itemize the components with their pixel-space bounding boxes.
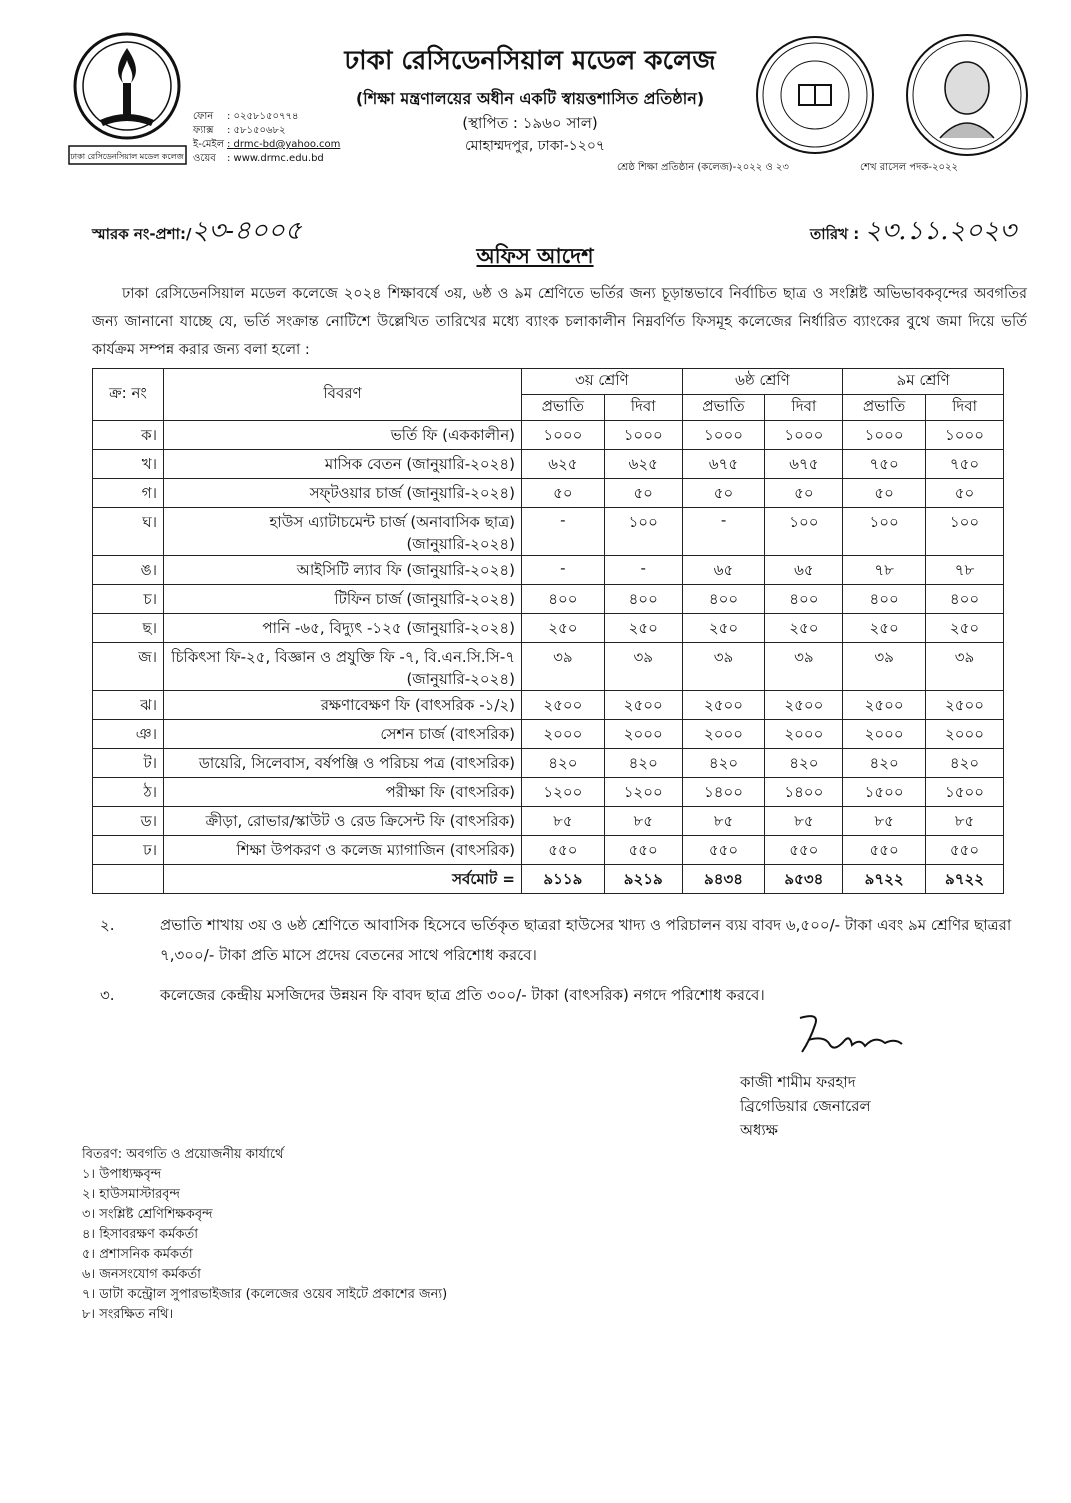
row-description: শিক্ষা উপকরণ ও কলেজ ম্যাগাজিন (বাৎসরিক) bbox=[164, 836, 522, 865]
row-description: রক্ষণাবেক্ষণ ফি (বাৎসরিক -১/২) bbox=[164, 691, 522, 720]
fee-cell: ১৫০০ bbox=[926, 778, 1004, 807]
fee-cell: ৮৫ bbox=[682, 807, 765, 836]
row-serial: ছ। bbox=[93, 614, 164, 643]
row-serial: ট। bbox=[93, 749, 164, 778]
signatory-block bbox=[740, 1070, 871, 1142]
fee-cell: ৮৫ bbox=[926, 807, 1004, 836]
table-row bbox=[93, 585, 1004, 614]
fee-cell: ৪২০ bbox=[765, 749, 843, 778]
fee-cell: ২০০০ bbox=[604, 720, 682, 749]
fee-cell: ১০০০ bbox=[926, 421, 1004, 450]
fee-cell: ৫০ bbox=[765, 479, 843, 508]
fee-cell: ৫৫০ bbox=[843, 836, 926, 865]
recognition-best-institution: শ্রেষ্ঠ শিক্ষা প্রতিষ্ঠান (কলেজ)-২০২২ ও ২৩ bbox=[617, 162, 789, 173]
fee-cell: ৩৯ bbox=[682, 643, 765, 691]
fee-cell: ৬২৫ bbox=[604, 450, 682, 479]
row-serial: ঙ। bbox=[93, 556, 164, 585]
fee-cell: ২৫০ bbox=[604, 614, 682, 643]
fee-cell: ৫৫০ bbox=[926, 836, 1004, 865]
fee-cell: ৭৫০ bbox=[843, 450, 926, 479]
list-item: ৩। সংশ্লিষ্ট শ্রেণিশিক্ষকবৃন্দ bbox=[82, 1207, 213, 1222]
distribution-list bbox=[82, 1145, 447, 1325]
fee-cell: ২০০০ bbox=[522, 720, 605, 749]
fee-cell: ৫০ bbox=[926, 479, 1004, 508]
fee-cell: ৬৭৫ bbox=[765, 450, 843, 479]
fee-cell: ১০০০ bbox=[843, 421, 926, 450]
fee-cell: ৫৫০ bbox=[682, 836, 765, 865]
row-serial: ঝ। bbox=[93, 691, 164, 720]
row-description: চিকিৎসা ফি-২৫, বিজ্ঞান ও প্রযুক্তি ফি -৭, বি.এন.সি.সি-৭ (জানুয়ারি-২০২৪) bbox=[164, 643, 522, 691]
fee-cell: ২৫০ bbox=[682, 614, 765, 643]
fee-cell: ২৫০০ bbox=[604, 691, 682, 720]
total-cell: ৯৭২২ bbox=[926, 865, 1004, 894]
portrait-medal-icon bbox=[900, 28, 1035, 163]
fee-cell: ৪০০ bbox=[522, 585, 605, 614]
college-subtitle: (শিক্ষা মন্ত্রণালয়ের অধীন একটি স্বায়ত্তশাসিত প্রতিষ্ঠান) bbox=[355, 89, 705, 108]
total-label: সর্বমোট = bbox=[164, 865, 522, 894]
fee-cell: ৮৫ bbox=[522, 807, 605, 836]
fee-cell: ১০০০ bbox=[604, 421, 682, 450]
fee-cell: ৫০ bbox=[843, 479, 926, 508]
fee-cell: ৬৫ bbox=[765, 556, 843, 585]
note-number: ২. bbox=[100, 916, 115, 934]
table-row bbox=[93, 836, 1004, 865]
table-row bbox=[93, 691, 1004, 720]
row-description: সেশন চার্জ (বাৎসরিক) bbox=[164, 720, 522, 749]
fee-cell: - bbox=[604, 556, 682, 585]
fee-cell: ১৪০০ bbox=[682, 778, 765, 807]
fee-cell: ২৫০০ bbox=[765, 691, 843, 720]
signatory-name: কাজী শামীম ফরহাদ bbox=[740, 1073, 856, 1091]
fee-cell: ৪২০ bbox=[926, 749, 1004, 778]
memo-value: ২৩-৪০০৫ bbox=[191, 216, 302, 246]
total-cell: ৯৭২২ bbox=[843, 865, 926, 894]
row-description: আইসিটি ল্যাব ফি (জানুয়ারি-২০২৪) bbox=[164, 556, 522, 585]
fee-cell: ৬২৫ bbox=[522, 450, 605, 479]
signatory-rank: ব্রিগেডিয়ার জেনারেল bbox=[740, 1097, 871, 1115]
contact-phone: ফোন : ০২৫৮১৫০৭৭৪ bbox=[193, 111, 299, 122]
fee-cell: ২৫০ bbox=[765, 614, 843, 643]
list-item: ৪। হিসাবরক্ষণ কর্মকর্তা bbox=[82, 1227, 198, 1242]
distribution-title: বিতরণ: অবগতি ও প্রয়োজনীয় কার্যার্থে bbox=[82, 1147, 284, 1162]
fee-cell: ২৫০০ bbox=[926, 691, 1004, 720]
fee-cell: ১০০০ bbox=[522, 421, 605, 450]
college-logo bbox=[65, 28, 190, 168]
intro-paragraph: ঢাকা রেসিডেনসিয়াল মডেল কলেজে ২০২৪ শিক্ষাবর্ষে ৩য়, ৬ষ্ঠ ও ৯ম শ্রেণিতে ভর্তির জন্য চূড়ান্তভাবে নির্বাচিত ছাত্র ও সংশ্লিষ্ট অভিভাবকবৃন্দের অবগতির জন্য জানানো যাচ্ছে যে, ভর্তি সংক্রান্ত নোটিশে উল্লেখিত তারিখের মধ্যে ব্যাংক চলাকালীন নিম্নবর্ণিত ফিসমূহ কলেজের নির্ধারিত ব্যাংকের বুথে জমা দিয়ে ভর্তি কার্যক্রম সম্পন্ন করার জন্য বলা হলো : bbox=[92, 286, 1027, 358]
table-row bbox=[93, 807, 1004, 836]
table-row bbox=[93, 643, 1004, 691]
fee-cell: - bbox=[522, 556, 605, 585]
shift-day: দিবা bbox=[765, 395, 843, 421]
contact-web: ওয়েব : www.drmc.edu.bd bbox=[193, 153, 324, 164]
table-header-row bbox=[93, 369, 1004, 395]
fee-cell: ২৫০০ bbox=[522, 691, 605, 720]
shift-morning: প্রভাতি bbox=[522, 395, 605, 421]
table-row bbox=[93, 556, 1004, 585]
note-2 bbox=[100, 910, 1030, 970]
table-row bbox=[93, 421, 1004, 450]
fee-cell: ৪০০ bbox=[604, 585, 682, 614]
fee-cell: ৭৫০ bbox=[926, 450, 1004, 479]
row-serial: গ। bbox=[93, 479, 164, 508]
fee-cell: ২০০০ bbox=[682, 720, 765, 749]
fee-cell: ২০০০ bbox=[926, 720, 1004, 749]
note-number: ৩. bbox=[100, 986, 115, 1004]
fee-cell: ৪০০ bbox=[926, 585, 1004, 614]
row-serial: ঞ। bbox=[93, 720, 164, 749]
fee-cell: ৪২০ bbox=[682, 749, 765, 778]
memo-label: স্মারক নং-প্রশা:/ bbox=[92, 225, 192, 243]
fee-cell: ২৫০০ bbox=[682, 691, 765, 720]
fee-cell: ১০০ bbox=[926, 508, 1004, 556]
fee-cell: ২৫০০ bbox=[843, 691, 926, 720]
row-serial: জ। bbox=[93, 643, 164, 691]
fee-cell: ২৫০ bbox=[926, 614, 1004, 643]
fee-cell: ১০০ bbox=[843, 508, 926, 556]
shift-day: দিবা bbox=[604, 395, 682, 421]
table-row bbox=[93, 778, 1004, 807]
fee-cell: ৭৮ bbox=[926, 556, 1004, 585]
fee-cell: ৬৭৫ bbox=[682, 450, 765, 479]
fee-cell: ১৫০০ bbox=[843, 778, 926, 807]
row-description: ডায়েরি, সিলেবাস, বর্ষপঞ্জি ও পরিচয় পত্র (বাৎসরিক) bbox=[164, 749, 522, 778]
shift-day: দিবা bbox=[926, 395, 1004, 421]
fee-cell: ৪০০ bbox=[765, 585, 843, 614]
row-serial: খ। bbox=[93, 450, 164, 479]
table-row bbox=[93, 749, 1004, 778]
total-cell: ৯৪৩৪ bbox=[682, 865, 765, 894]
order-title: অফিস আদেশ bbox=[476, 244, 594, 268]
row-serial: ক। bbox=[93, 421, 164, 450]
fee-cell: ১০০০ bbox=[682, 421, 765, 450]
row-serial: ড। bbox=[93, 807, 164, 836]
list-item: ৮। সংরক্ষিত নথি। bbox=[82, 1307, 174, 1322]
contact-email: ই-মেইল : drmc-bd@yahoo.com bbox=[193, 139, 341, 150]
row-serial: ঘ। bbox=[93, 508, 164, 556]
fee-cell: ৮৫ bbox=[604, 807, 682, 836]
signatory-title: অধ্যক্ষ bbox=[740, 1121, 778, 1139]
fee-cell: ৪০০ bbox=[843, 585, 926, 614]
fee-cell: ৩৯ bbox=[765, 643, 843, 691]
award-seal-icon bbox=[745, 30, 885, 160]
table-row bbox=[93, 614, 1004, 643]
fee-cell: ৫০ bbox=[604, 479, 682, 508]
col-class-6: ৬ষ্ঠ শ্রেণি bbox=[682, 369, 843, 395]
fee-cell: - bbox=[682, 508, 765, 556]
established-year: (স্থাপিত : ১৯৬০ সাল) bbox=[462, 114, 598, 132]
row-serial: ঢ। bbox=[93, 836, 164, 865]
shift-morning: প্রভাতি bbox=[843, 395, 926, 421]
col-class-9: ৯ম শ্রেণি bbox=[843, 369, 1004, 395]
fee-cell: ৮৫ bbox=[765, 807, 843, 836]
row-description: টিফিন চার্জ (জানুয়ারি-২০২৪) bbox=[164, 585, 522, 614]
fee-cell: ৪২০ bbox=[604, 749, 682, 778]
fee-cell: ২৫০ bbox=[843, 614, 926, 643]
col-class-3: ৩য় শ্রেণি bbox=[522, 369, 683, 395]
fee-cell: ৫৫০ bbox=[522, 836, 605, 865]
memo-number bbox=[92, 210, 302, 254]
fee-cell: ৪২০ bbox=[522, 749, 605, 778]
fee-cell: ৫০ bbox=[682, 479, 765, 508]
list-item: ২। হাউসমাস্টারবৃন্দ bbox=[82, 1187, 180, 1202]
date-value: ২৩.১১.২০২৩ bbox=[864, 216, 1017, 246]
table-row bbox=[93, 450, 1004, 479]
fee-cell: ১২০০ bbox=[604, 778, 682, 807]
fee-cell: ৫০ bbox=[522, 479, 605, 508]
total-cell: ৯১১৯ bbox=[522, 865, 605, 894]
date-label: তারিখ : bbox=[810, 225, 860, 243]
shift-morning: প্রভাতি bbox=[682, 395, 765, 421]
table-row bbox=[93, 720, 1004, 749]
list-item: ৭। ডাটা কন্ট্রোল সুপারভাইজার (কলেজের ওয়েব সাইটে প্রকাশের জন্য) bbox=[82, 1287, 448, 1302]
row-serial: চ। bbox=[93, 585, 164, 614]
row-serial: ঠ। bbox=[93, 778, 164, 807]
list-item: ৫। প্রশাসনিক কর্মকর্তা bbox=[82, 1247, 193, 1262]
fee-cell: ১২০০ bbox=[522, 778, 605, 807]
fee-cell: ৩৯ bbox=[843, 643, 926, 691]
fee-cell: ৫৫০ bbox=[765, 836, 843, 865]
row-description: পরীক্ষা ফি (বাৎসরিক) bbox=[164, 778, 522, 807]
row-description: ক্রীড়া, রোভার/স্কাউট ও রেড ক্রিসেন্ট ফি (বাৎসরিক) bbox=[164, 807, 522, 836]
contact-info bbox=[193, 110, 340, 166]
fee-cell: ৪০০ bbox=[682, 585, 765, 614]
table-row bbox=[93, 508, 1004, 556]
row-description: হাউস এ্যাটাচমেন্ট চার্জ (অনাবাসিক ছাত্র) (জানুয়ারি-২০২৪) bbox=[164, 508, 522, 556]
fee-cell: ৩৯ bbox=[604, 643, 682, 691]
fee-cell: ৫৫০ bbox=[604, 836, 682, 865]
note-text: কলেজের কেন্দ্রীয় মসজিদের উন্নয়ন ফি বাবদ ছাত্র প্রতি ৩০০/- টাকা (বাৎসরিক) নগদে পরিশোধ করবে। bbox=[160, 986, 765, 1004]
recognition-award: শেখ রাসেল পদক-২০২২ bbox=[860, 162, 959, 173]
total-row bbox=[93, 865, 1004, 894]
fee-table bbox=[92, 368, 1004, 894]
row-description: মাসিক বেতন (জানুয়ারি-২০২৪) bbox=[164, 450, 522, 479]
signature-icon bbox=[790, 1010, 910, 1060]
logo-caption: ঢাকা রেসিডেনসিয়াল মডেল কলেজ bbox=[70, 152, 184, 161]
fee-cell: ১০০০ bbox=[765, 421, 843, 450]
row-description: পানি -৬৫, বিদ্যুৎ -১২৫ (জানুয়ারি-২০২৪) bbox=[164, 614, 522, 643]
col-serial: ক্র: নং bbox=[93, 369, 164, 421]
fee-cell: ৭৮ bbox=[843, 556, 926, 585]
fee-cell: - bbox=[522, 508, 605, 556]
col-description: বিবরণ bbox=[164, 369, 522, 421]
total-cell: ৯৫৩৪ bbox=[765, 865, 843, 894]
fee-cell: ১০০ bbox=[604, 508, 682, 556]
college-name: ঢাকা রেসিডেনসিয়াল মডেল কলেজ bbox=[344, 46, 716, 76]
list-item: ১। উপাধ্যক্ষবৃন্দ bbox=[82, 1167, 162, 1182]
fee-cell: ৮৫ bbox=[843, 807, 926, 836]
fee-cell: ১০০ bbox=[765, 508, 843, 556]
row-description: ভর্তি ফি (এককালীন) bbox=[164, 421, 522, 450]
row-description: সফ্‌টওয়ার চার্জ (জানুয়ারি-২০২৪) bbox=[164, 479, 522, 508]
fee-cell: ১৪০০ bbox=[765, 778, 843, 807]
fee-cell: ২০০০ bbox=[765, 720, 843, 749]
contact-fax: ফ্যাক্স : ৫৮১৫০৬৮২ bbox=[193, 125, 286, 136]
total-cell: ৯২১৯ bbox=[604, 865, 682, 894]
order-date bbox=[810, 210, 1016, 254]
fee-cell: ২০০০ bbox=[843, 720, 926, 749]
note-text: প্রভাতি শাখায় ৩য় ও ৬ষ্ঠ শ্রেণিতে আবাসিক হিসেবে ভর্তিকৃত ছাত্ররা হাউসের খাদ্য ও পরিচালন ব্যয় বাবদ ৬,৫০০/- টাকা এবং ৯ম শ্রেণির ছাত্ররা ৭,৩০০/- টাকা প্রতি মাসে প্রদেয় বেতনের সাথে পরিশোধ করবে। bbox=[160, 916, 1012, 964]
fee-cell: ৬৫ bbox=[682, 556, 765, 585]
fee-cell: ৩৯ bbox=[926, 643, 1004, 691]
fee-table-body bbox=[93, 421, 1004, 894]
note-3 bbox=[100, 980, 1030, 1010]
table-row bbox=[93, 479, 1004, 508]
list-item: ৬। জনসংযোগ কর্মকর্তা bbox=[82, 1267, 201, 1282]
fee-cell: ২৫০ bbox=[522, 614, 605, 643]
college-address: মোহাম্মদপুর, ঢাকা-১২০৭ bbox=[464, 138, 606, 154]
total-serial bbox=[93, 865, 164, 894]
fee-cell: ৪২০ bbox=[843, 749, 926, 778]
fee-cell: ৩৯ bbox=[522, 643, 605, 691]
